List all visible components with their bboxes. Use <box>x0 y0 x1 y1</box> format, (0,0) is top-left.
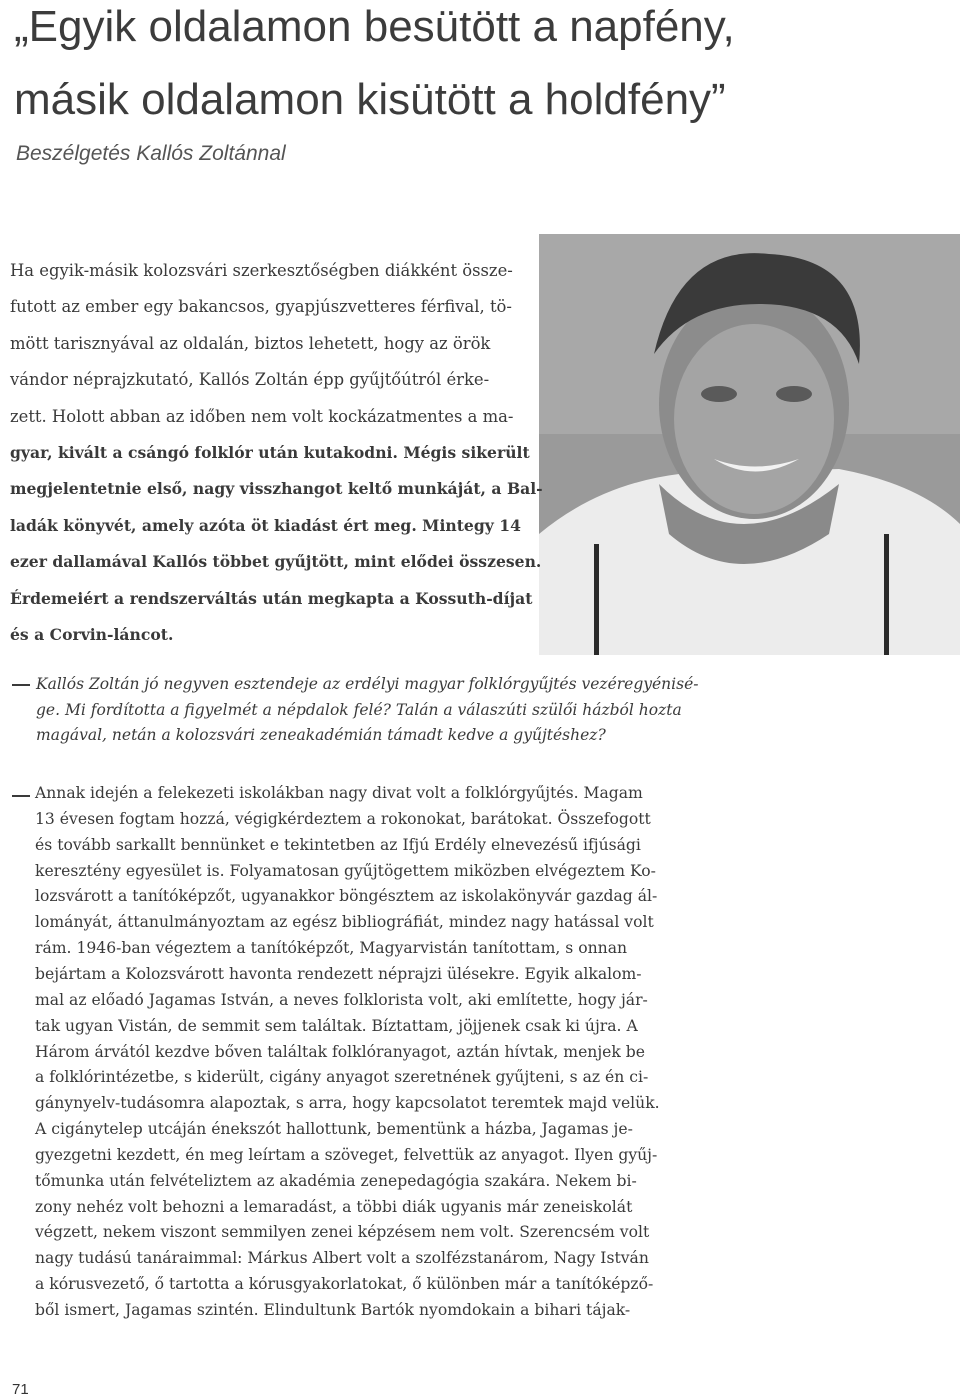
answer-line: lományát, áttanulmányoztam az egész bibliográfiát, mindez nagy hatással volt <box>35 913 654 932</box>
intro-line: zett. Holott abban az időben nem volt kockázatmentes a ma- <box>10 406 514 426</box>
answer-line: bejártam a Kolozsvárott havonta rendezett néprajzi ülésekre. Egyik alkalom- <box>35 964 642 983</box>
answer-line: végzett, nekem viszont semmilyen zenei képzésem nem volt. Szerencsém volt <box>35 1223 650 1242</box>
question-line: magával, netán a kolozsvári zeneakadémián támadt kedve a gyűjtéshez? <box>36 726 606 744</box>
answer-line: 13 évesen fogtam hozzá, végigkérdeztem a rokonokat, barátokat. Összefogott <box>35 809 651 828</box>
answer-line: Három árvától kezdve bőven találtak folklóranyagot, aztán hívtak, menjek be <box>35 1042 646 1061</box>
intro-line: Ha egyik-másik kolozsvári szerkesztőségben diákként össze- <box>10 261 513 280</box>
article-title-line-1: „Egyik oldalamon besütött a napfény, <box>14 2 735 51</box>
intro-line: megjelentetnie első, nagy visszhangot keltő munkáját, a Bal- <box>10 479 543 499</box>
answer-line: keresztény egyesület is. Folyamatosan gyűjtögettem miközben elvégeztem Ko- <box>35 861 656 880</box>
intro-line: vándor néprajzkutató, Kallós Zoltán épp gyűjtőútról érke- <box>10 370 490 390</box>
answer-line: zony nehéz volt behozni a lemaradást, a többi diák ugyanis már zeneiskolát <box>35 1197 633 1216</box>
answer-line: ből ismert, Jagamas szintén. Elindultunk Bartók nyomdokain a bihari tájak- <box>35 1301 631 1319</box>
intro-line: ezer dallamával Kallós többet gyűjtött, mint elődei összesen. <box>10 552 542 572</box>
intro-line: Érdemeiért a rendszerváltás után megkapta a Kossuth-díjat <box>10 588 533 608</box>
answer-line: tőmunka után felvételiztem az akadémia zenepedagógia szakára. Nekem bi- <box>35 1171 637 1190</box>
question-line: ge. Mi fordította a figyelmét a népdalok felé? Talán a válaszúti szülői házból hozta <box>36 700 682 719</box>
answer-line: lozsvárott a tanítóképzőt, ugyanakkor böngésztem az iskolakönyvár gazdag ál- <box>35 887 658 906</box>
article-subtitle: Beszélgetés Kallós Zoltánnal <box>16 142 286 165</box>
intro-line: gyar, kivált a csángó folklór után kutakodni. Mégis sikerült <box>10 443 530 462</box>
intro-line: mött tarisznyával az oldalán, biztos lehetett, hogy az örök <box>10 333 491 353</box>
page-number: 71 <box>12 1381 29 1398</box>
answer-line: a folklórintézetbe, s kiderült, cigány anyagot szeretnének gyűjteni, s az én ci- <box>35 1068 649 1087</box>
answer-line: gánynyelv-tudásomra alapoztak, s arra, hogy kapcsolatot teremtek majd velük. <box>35 1094 660 1113</box>
answer-line: és tovább sarkallt bennünket e tekintetben az Ifjú Erdély elnevezésű ifjúsági <box>35 835 641 854</box>
answer-line: A cigánytelep utcáján énekszót hallottunk, bementünk a házba, Jagamas je- <box>35 1120 633 1139</box>
portrait-photo <box>539 234 960 655</box>
answer-line: mal az előadó Jagamas István, a neves folklorista volt, aki említette, hogy jár- <box>35 990 648 1009</box>
answer-line: nagy tudású tanáraimmal: Márkus Albert volt a szolfézstanárom, Nagy István <box>35 1249 649 1268</box>
question-line: Kallós Zoltán jó negyven esztendeje az erdélyi magyar folklórgyűjtés vezéregyénisé- <box>36 675 699 693</box>
question-dash <box>12 684 30 686</box>
answer-line: tak ugyan Vistán, de semmit sem találtak. Bíztattam, jöjjenek csak ki újra. A <box>35 1016 638 1035</box>
answer-line: rám. 1946-ban végeztem a tanítóképzőt, Magyarvistán tanítottam, s onnan <box>35 939 628 958</box>
article-title-line-2: másik oldalamon kisütött a holdfény” <box>14 75 726 124</box>
intro-line: ladák könyvét, amely azóta öt kiadást ért meg. Mintegy 14 <box>10 515 521 535</box>
intro-line: és a Corvin-láncot. <box>10 625 174 644</box>
answer-dash <box>12 795 30 797</box>
answer-line: a kórusvezető, ő tartotta a kórusgyakorlatokat, ő különben már a tanítóképző- <box>35 1275 654 1294</box>
intro-line: futott az ember egy bakancsos, gyapjúszvetteres férfival, tö- <box>10 297 512 317</box>
answer-line: Annak idején a felekezeti iskolákban nagy divat volt a folklórgyűjtés. Magam <box>35 784 643 802</box>
answer-line: gyezgetni kezdett, én meg leírtam a szöveget, felvettük az anyagot. Ilyen gyűj- <box>35 1145 658 1164</box>
